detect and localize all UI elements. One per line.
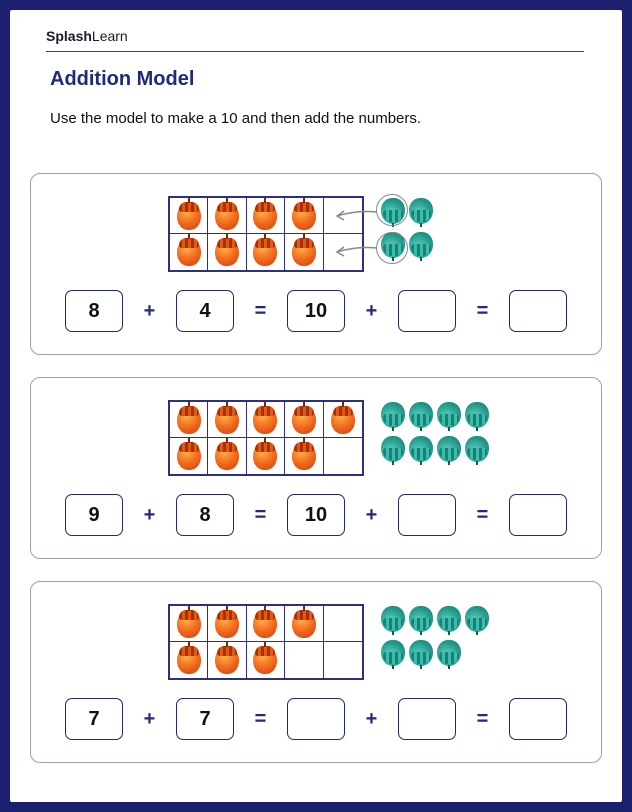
teal-acorn-icon: [437, 436, 461, 462]
plus-sign: +: [365, 707, 378, 730]
ten-frame: [168, 400, 364, 476]
ten-frame-cell: [285, 642, 323, 678]
plus-sign: +: [143, 707, 156, 730]
acorn-icon: [177, 406, 201, 434]
teal-acorn-icon: [409, 606, 433, 632]
ten-frame-cell: [324, 402, 362, 438]
equals-sign: =: [254, 503, 267, 526]
teal-acorn-icon: [465, 402, 489, 428]
ten-frame-cell: [208, 606, 246, 642]
problem-card: [30, 377, 602, 559]
acorn-icon: [253, 406, 277, 434]
teal-acorn-icon: [381, 640, 405, 666]
ten-frame-cell: [247, 438, 285, 474]
teal-acorn-icon: [409, 402, 433, 428]
addend-1-box: 8: [65, 290, 123, 332]
ten-frame-cell: [170, 642, 208, 678]
acorn-icon: [292, 442, 316, 470]
teal-acorn-icon: [437, 606, 461, 632]
acorn-icon: [215, 406, 239, 434]
ten-frame-cell: [208, 402, 246, 438]
addend-2-box: 8: [176, 494, 234, 536]
equals-sign: =: [476, 503, 489, 526]
worksheet: [10, 10, 622, 802]
equals-sign: =: [476, 299, 489, 322]
addend-1-box: 7: [65, 698, 123, 740]
ten-frame-cell: [324, 642, 362, 678]
brand-logo: SplashLearn: [46, 28, 128, 44]
acorn-icon: [253, 610, 277, 638]
teal-acorn-icon: [381, 402, 405, 428]
equation-row: [65, 493, 567, 537]
teal-acorn-icon: [381, 606, 405, 632]
teal-acorn-icon: [465, 606, 489, 632]
teal-acorn-icon: [437, 640, 461, 666]
addend-1-box: 9: [65, 494, 123, 536]
plus-sign: +: [143, 299, 156, 322]
ten-frame-cell: [170, 402, 208, 438]
ten-frame: [168, 604, 364, 680]
ten-frame-cell: [324, 606, 362, 642]
ten-frame-cell: [170, 438, 208, 474]
ten-frame-cell: [247, 642, 285, 678]
ten-answer-box: 10: [287, 290, 345, 332]
teal-acorn-icon: [409, 436, 433, 462]
acorn-icon: [253, 646, 277, 674]
extra-counters: [381, 606, 501, 674]
ten-frame-cell: [208, 642, 246, 678]
move-arrows: [31, 174, 603, 294]
acorn-icon: [215, 442, 239, 470]
remainder-answer-box[interactable]: [398, 698, 456, 740]
teal-acorn-icon: [437, 402, 461, 428]
ten-frame-cell: [285, 402, 323, 438]
acorn-icon: [331, 406, 355, 434]
acorn-icon: [215, 646, 239, 674]
ten-answer-box[interactable]: [287, 698, 345, 740]
problem-card: [30, 173, 602, 355]
problem-card: [30, 581, 602, 763]
acorn-icon: [292, 610, 316, 638]
ten-answer-box: 10: [287, 494, 345, 536]
sum-answer-box[interactable]: [509, 290, 567, 332]
acorn-icon: [215, 610, 239, 638]
ten-frame-cell: [247, 402, 285, 438]
teal-acorn-icon: [465, 436, 489, 462]
equals-sign: =: [254, 299, 267, 322]
equation-row: [65, 697, 567, 741]
acorn-icon: [177, 646, 201, 674]
equation-row: [65, 289, 567, 333]
extra-counters: [381, 402, 501, 470]
sum-answer-box[interactable]: [509, 494, 567, 536]
header-divider: [46, 51, 584, 52]
ten-frame-cell: [208, 438, 246, 474]
ten-frame-cell: [285, 606, 323, 642]
teal-acorn-icon: [409, 640, 433, 666]
plus-sign: +: [365, 299, 378, 322]
instructions: Use the model to make a 10 and then add the numbers.: [50, 110, 422, 127]
equals-sign: =: [254, 707, 267, 730]
teal-acorn-icon: [381, 436, 405, 462]
plus-sign: +: [143, 503, 156, 526]
ten-frame-cell: [285, 438, 323, 474]
ten-frame-cell: [170, 606, 208, 642]
equals-sign: =: [476, 707, 489, 730]
acorn-icon: [292, 406, 316, 434]
page-title: Addition Model: [50, 68, 195, 90]
ten-frame-cell: [247, 606, 285, 642]
remainder-answer-box[interactable]: [398, 494, 456, 536]
addend-2-box: 4: [176, 290, 234, 332]
acorn-icon: [177, 442, 201, 470]
acorn-icon: [177, 610, 201, 638]
addend-2-box: 7: [176, 698, 234, 740]
remainder-answer-box[interactable]: [398, 290, 456, 332]
acorn-icon: [253, 442, 277, 470]
ten-frame-cell: [324, 438, 362, 474]
plus-sign: +: [365, 503, 378, 526]
sum-answer-box[interactable]: [509, 698, 567, 740]
